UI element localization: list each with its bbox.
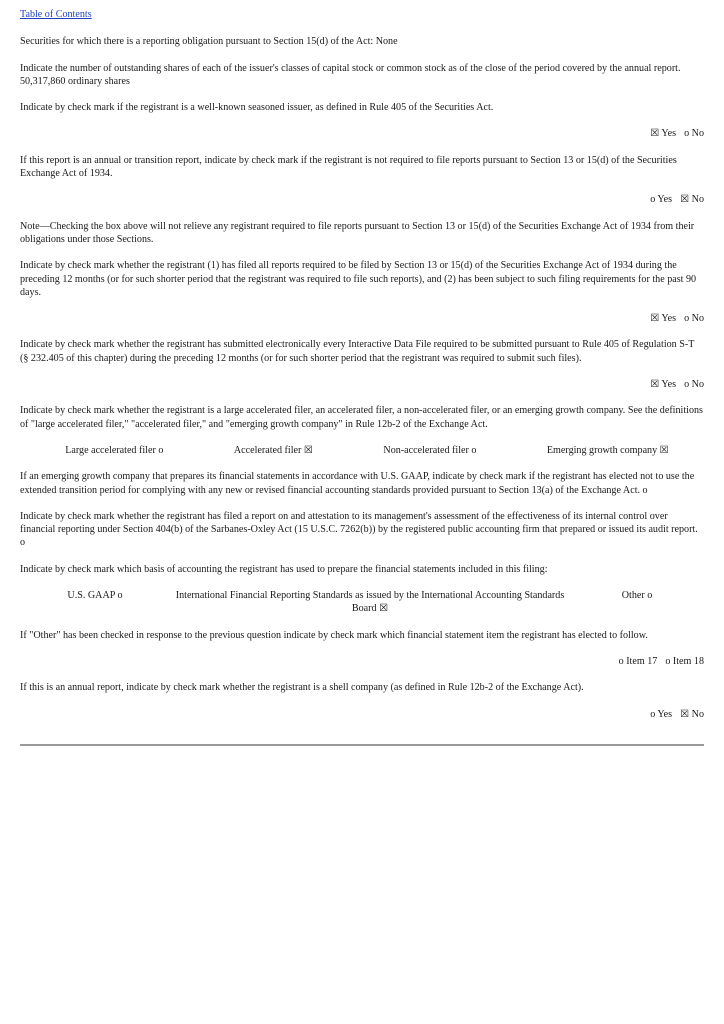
wksi-answer (20, 127, 704, 140)
not-required-answer (20, 193, 704, 206)
ifrs-option[interactable]: International Financial Reporting Standards as issued by the International Accounting Standards Board ☒ (175, 590, 565, 615)
other-item-answer (20, 655, 704, 668)
wksi-no-checkbox[interactable]: o No (684, 128, 704, 140)
interactive-data-answer (20, 378, 704, 391)
filed-reports-answer (20, 312, 704, 325)
filed-reports-no-checkbox[interactable]: o No (684, 313, 704, 325)
section-15d-statement: Securities for which there is a reporting obligation pursuant to Section 15(d) of the Act: None (20, 36, 398, 48)
interactive-data-no-checkbox[interactable]: o No (684, 379, 704, 391)
accelerated-filer-option[interactable]: Accelerated filer ☒ (233, 444, 313, 456)
egc-transition-question: If an emerging growth company that prepares its financial statements in accordance with U.S. GAAP, indicate by check mark if the registrant has elected not to use the extended transition period for complying with any new or revised financial accounting standards provided pursuant to Section 13(a) of the Exchange Act. o (20, 471, 695, 496)
other-item-question: If "Other" has been checked in response to the previous question indicate by check mark which financial statement item the registrant has elected to follow. (20, 629, 648, 641)
non-accelerated-filer-option[interactable]: Non-accelerated filer o (383, 444, 477, 456)
item-18-checkbox[interactable]: o Item 18 (665, 655, 704, 667)
interactive-data-question: Indicate by check mark whether the registrant has submitted electronically every Interactive Data File required to be submitted pursuant to Rule 405 of Regulation S-T (§ 232.405 of this chapter) during the preceding 12 months (or for such shorter period that the registrant was required to submit such files). (20, 339, 695, 364)
note-paragraph: Note—Checking the box above will not relieve any registrant required to file reports pursuant to Section 13 or 15(d) of the Securities Exchange Act of 1934 from their obligations under those Sections. (20, 220, 695, 245)
interactive-data-yes-checkbox[interactable]: ☒ Yes (650, 379, 677, 391)
shell-company-question: If this is an annual report, indicate by check mark whether the registrant is a shell company (as defined in Rule 12b-2 of the Exchange Act). (20, 682, 584, 694)
wksi-yes-checkbox[interactable]: ☒ Yes (650, 128, 677, 140)
filed-reports-yes-checkbox[interactable]: ☒ Yes (650, 313, 677, 325)
item-17-checkbox[interactable]: o Item 17 (618, 655, 658, 667)
accounting-basis-options (20, 589, 704, 616)
shell-no-checkbox[interactable]: ☒ No (680, 708, 704, 720)
large-accelerated-filer-option[interactable]: Large accelerated filer o (65, 444, 164, 456)
us-gaap-option[interactable]: U.S. GAAP o (67, 590, 123, 602)
filed-reports-question: Indicate by check mark whether the registrant (1) has filed all reports required to be filed by Section 13 or 15(d) of the Securities Exchange Act of 1934 during the preceding 12 months (or for such shorter period that the registrant was required to file such reports), and (2) has been subject to such filing requirements for the past 90 days. (20, 260, 697, 298)
table-of-contents-link[interactable]: Table of Contents (20, 9, 92, 20)
shell-yes-checkbox[interactable]: o Yes (650, 708, 673, 720)
not-required-yes-checkbox[interactable]: o Yes (650, 194, 673, 206)
wksi-question: Indicate by check mark if the registrant is a well-known seasoned issuer, as defined in Rule 405 of the Securities Act. (20, 102, 494, 114)
filer-status-options (20, 444, 704, 457)
cover-page-content (20, 8, 704, 734)
accounting-basis-question: Indicate by check mark which basis of accounting the registrant has used to prepare the financial statements included in this filing: (20, 563, 548, 575)
other-basis-option[interactable]: Other o (621, 590, 653, 602)
outstanding-shares-statement: Indicate the number of outstanding shares of each of the issuer's classes of capital stock or common stock as of the close of the period covered by the annual report. 50,317,860 ordinary shares (20, 62, 681, 87)
shell-company-answer (20, 708, 704, 721)
emerging-growth-company-option[interactable]: Emerging growth company ☒ (546, 444, 669, 456)
not-required-no-checkbox[interactable]: ☒ No (680, 194, 704, 206)
section-404b-question: Indicate by check mark whether the registrant has filed a report on and attestation to its management's assessment of the effectiveness of its internal control over financial reporting under Section 404(b) of the Sarbanes-Oxley Act (15 U.S.C. 7262(b)) by the registered public accounting firm that prepared or issued its audit report. o (20, 510, 698, 549)
filer-status-question: Indicate by check mark whether the registrant is a large accelerated filer, an accelerated filer, a non-accelerated filer, or an emerging growth company. See the definitions of "large accelerated filer," "accelerated filer," and "emerging growth company" in Rule 12b-2 of the Exchange Act. (20, 405, 703, 430)
not-required-question: If this report is an annual or transition report, indicate by check mark if the registrant is not required to file reports pursuant to Section 13 or 15(d) of the Securities Exchange Act of 1934. (20, 154, 677, 180)
page-divider (20, 744, 704, 746)
